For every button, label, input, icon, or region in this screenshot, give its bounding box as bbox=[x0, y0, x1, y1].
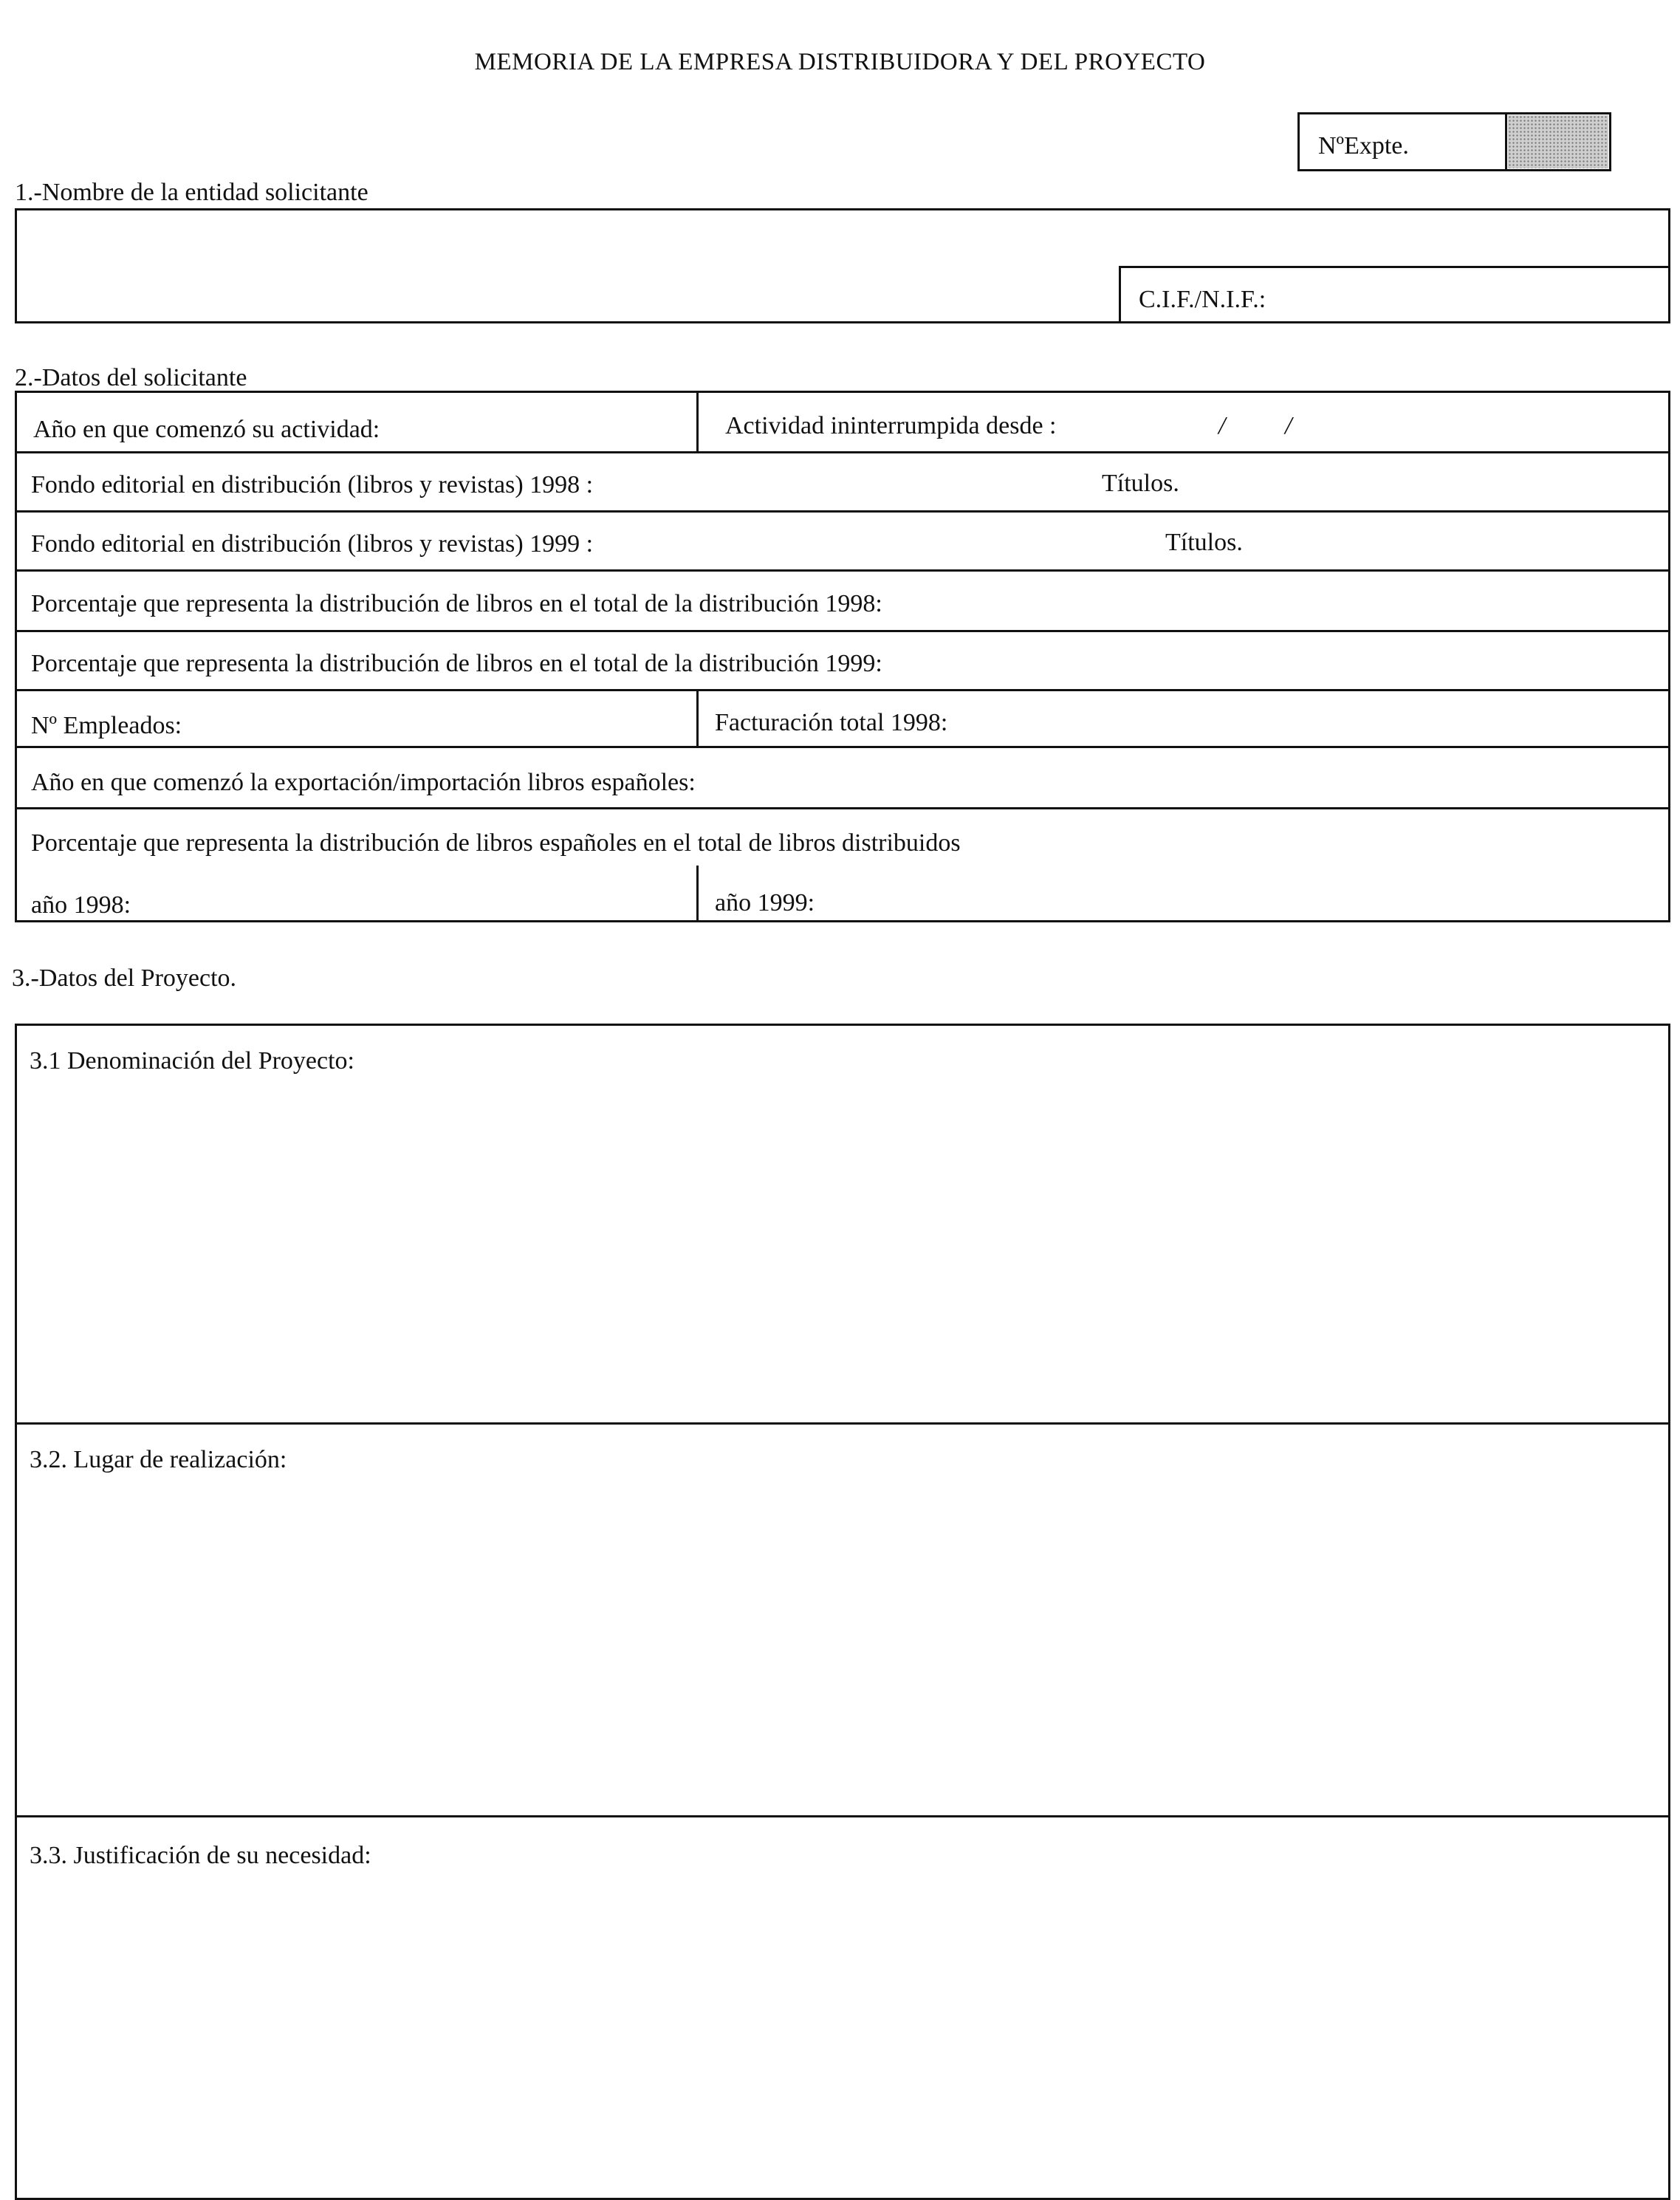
form-title: MEMORIA DE LA EMPRESA DISTRIBUIDORA Y DEL PROYECTO bbox=[474, 49, 1206, 75]
justificacion-label: 3.3. Justificación de su necesidad: bbox=[30, 1842, 371, 1869]
anio-1998-label: año 1998: bbox=[31, 891, 131, 919]
section2-heading: 2.-Datos del solicitante bbox=[15, 364, 247, 391]
row-divider bbox=[15, 807, 1670, 809]
titulos-1999-label: Títulos. bbox=[1165, 529, 1243, 556]
porcentaje-espanoles-label: Porcentaje que representa la distribución de libros españoles en el total de libros distribuidos bbox=[31, 829, 961, 857]
lugar-label: 3.2. Lugar de realización: bbox=[30, 1446, 287, 1473]
row-divider bbox=[15, 689, 1670, 691]
section3-heading: 3.-Datos del Proyecto. bbox=[12, 964, 237, 992]
row-divider bbox=[15, 630, 1670, 632]
row-divider bbox=[15, 510, 1670, 513]
denominacion-label: 3.1 Denominación del Proyecto: bbox=[30, 1047, 355, 1075]
titulos-1998-label: Títulos. bbox=[1102, 470, 1179, 497]
row-divider bbox=[15, 569, 1670, 572]
lugar-field[interactable] bbox=[22, 1484, 1663, 1808]
fondo-1999-label: Fondo editorial en distribución (libros y revistas) 1999 : bbox=[31, 530, 594, 558]
column-divider bbox=[696, 391, 699, 451]
section1-heading: 1.-Nombre de la entidad solicitante bbox=[15, 179, 368, 206]
row-divider bbox=[15, 746, 1670, 748]
actividad-desde-label: Actividad ininterrumpida desde : bbox=[725, 412, 1057, 439]
cif-left-divider bbox=[1119, 266, 1121, 323]
expediente-shaded-field bbox=[1508, 115, 1608, 168]
cif-divider bbox=[1119, 266, 1670, 268]
date-separator: / bbox=[1218, 412, 1226, 439]
porcentaje-1998-label: Porcentaje que representa la distribución de libros en el total de la distribución 1998: bbox=[31, 590, 882, 617]
column-divider bbox=[696, 689, 699, 746]
denominacion-field[interactable] bbox=[22, 1086, 1663, 1414]
column-divider bbox=[696, 866, 699, 922]
fondo-1998-label: Fondo editorial en distribución (libros y revistas) 1998 : bbox=[31, 471, 594, 498]
row-divider bbox=[15, 1422, 1670, 1425]
facturacion-label: Facturación total 1998: bbox=[715, 709, 948, 736]
date-separator: / bbox=[1285, 412, 1292, 439]
cif-label: C.I.F./N.I.F.: bbox=[1139, 286, 1266, 313]
expediente-label: NºExpte. bbox=[1318, 132, 1409, 160]
row-divider bbox=[15, 1815, 1670, 1817]
justificacion-field[interactable] bbox=[22, 1880, 1663, 2190]
empleados-label: Nº Empleados: bbox=[31, 712, 182, 739]
porcentaje-1999-label: Porcentaje que representa la distribución de libros en el total de la distribución 1999: bbox=[31, 650, 882, 677]
anio-comienzo-label: Año en que comenzó su actividad: bbox=[33, 416, 380, 443]
row-divider bbox=[15, 451, 1670, 453]
anio-1999-label: año 1999: bbox=[715, 889, 815, 916]
cif-field[interactable] bbox=[1314, 270, 1662, 319]
exportacion-label: Año en que comenzó la exportación/importación libros españoles: bbox=[31, 769, 696, 796]
expediente-divider bbox=[1505, 112, 1507, 171]
